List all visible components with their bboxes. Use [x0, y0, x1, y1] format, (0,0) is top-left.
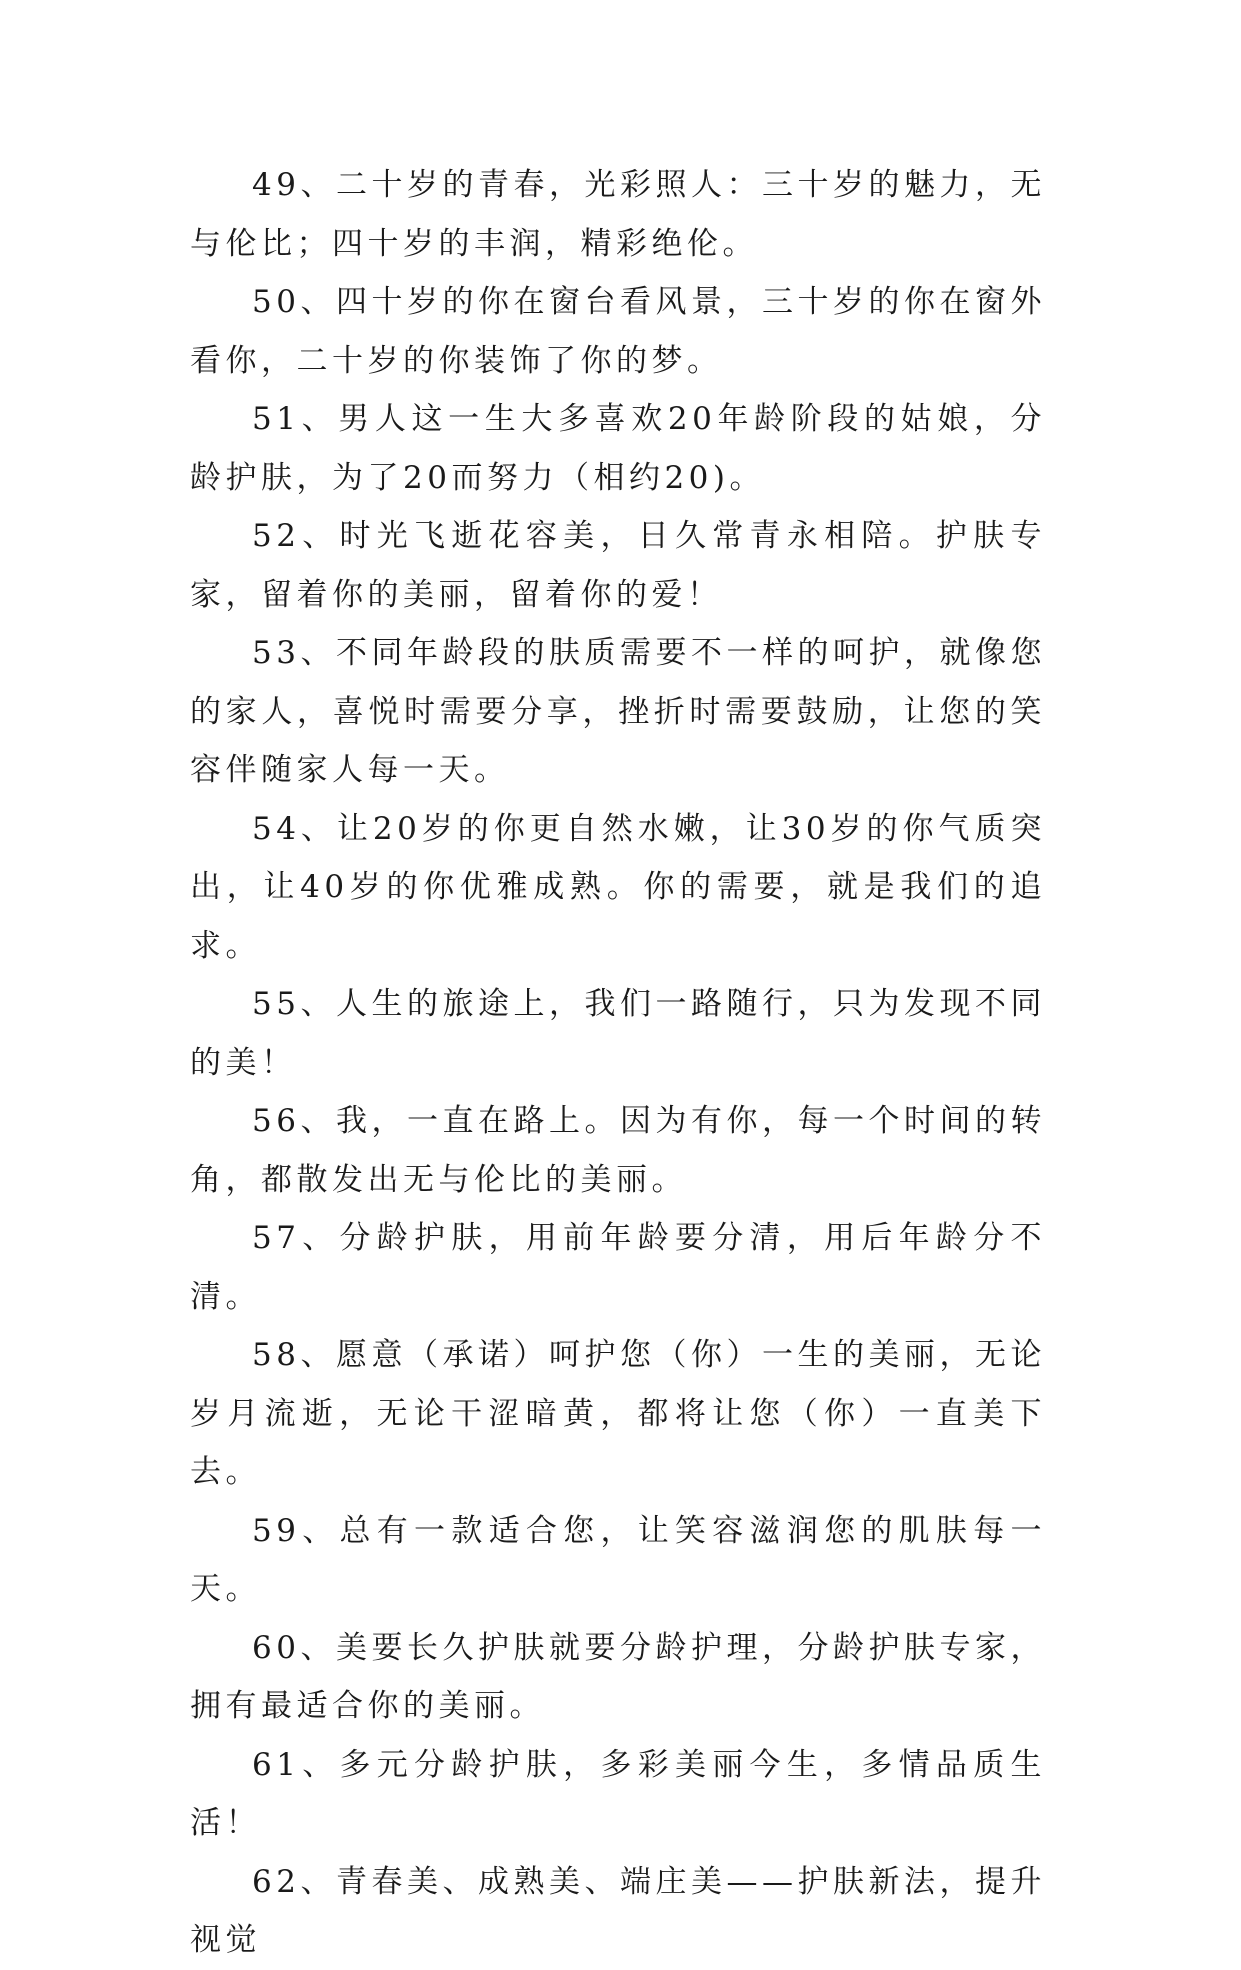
paragraph-60: 60、美要长久护肤就要分龄护理，分龄护肤专家，拥有最适合你的美丽。 [190, 1629, 1046, 1724]
paragraph-51: 51、男人这一生大多喜欢20年龄阶段的姑娘，分龄护肤，为了20而努力（相约20)。 [190, 401, 1046, 496]
paragraph-56: 56、我，一直在路上。因为有你，每一个时间的转角，都散发出无与伦比的美丽。 [190, 1103, 1046, 1198]
paragraph-58: 58、愿意（承诺）呵护您（你）一生的美丽，无论岁月流逝，无论干涩暗黄，都将让您（你）一直美下去。 [190, 1337, 1046, 1490]
document-body [190, 156, 1046, 1970]
paragraph-53: 53、不同年龄段的肤质需要不一样的呵护，就像您的家人，喜悦时需要分享，挫折时需要鼓励，让您的笑容伴随家人每一天。 [190, 635, 1046, 788]
paragraph-49: 49、二十岁的青春，光彩照人：三十岁的魅力，无与伦比；四十岁的丰润，精彩绝伦。 [190, 167, 1046, 262]
paragraph-59: 59、总有一款适合您，让笑容滋润您的肌肤每一天。 [190, 1512, 1046, 1607]
paragraph-50: 50、四十岁的你在窗台看风景，三十岁的你在窗外看你，二十岁的你装饰了你的梦。 [190, 284, 1046, 379]
paragraph-57: 57、分龄护肤，用前年龄要分清，用后年龄分不清。 [190, 1220, 1046, 1315]
paragraph-62: 62、青春美、成熟美、端庄美——护肤新法，提升视觉 [190, 1863, 1046, 1958]
paragraph-52: 52、时光飞逝花容美，日久常青永相陪。护肤专家，留着你的美丽，留着你的爱！ [190, 518, 1046, 613]
paragraph-55: 55、人生的旅途上，我们一路随行，只为发现不同的美！ [190, 986, 1046, 1081]
paragraph-54: 54、让20岁的你更自然水嫩，让30岁的你气质突出，让40岁的你优雅成熟。你的需要，就是我们的追求。 [190, 810, 1046, 964]
paragraph-61: 61、多元分龄护肤，多彩美丽今生，多情品质生活！ [190, 1746, 1046, 1841]
